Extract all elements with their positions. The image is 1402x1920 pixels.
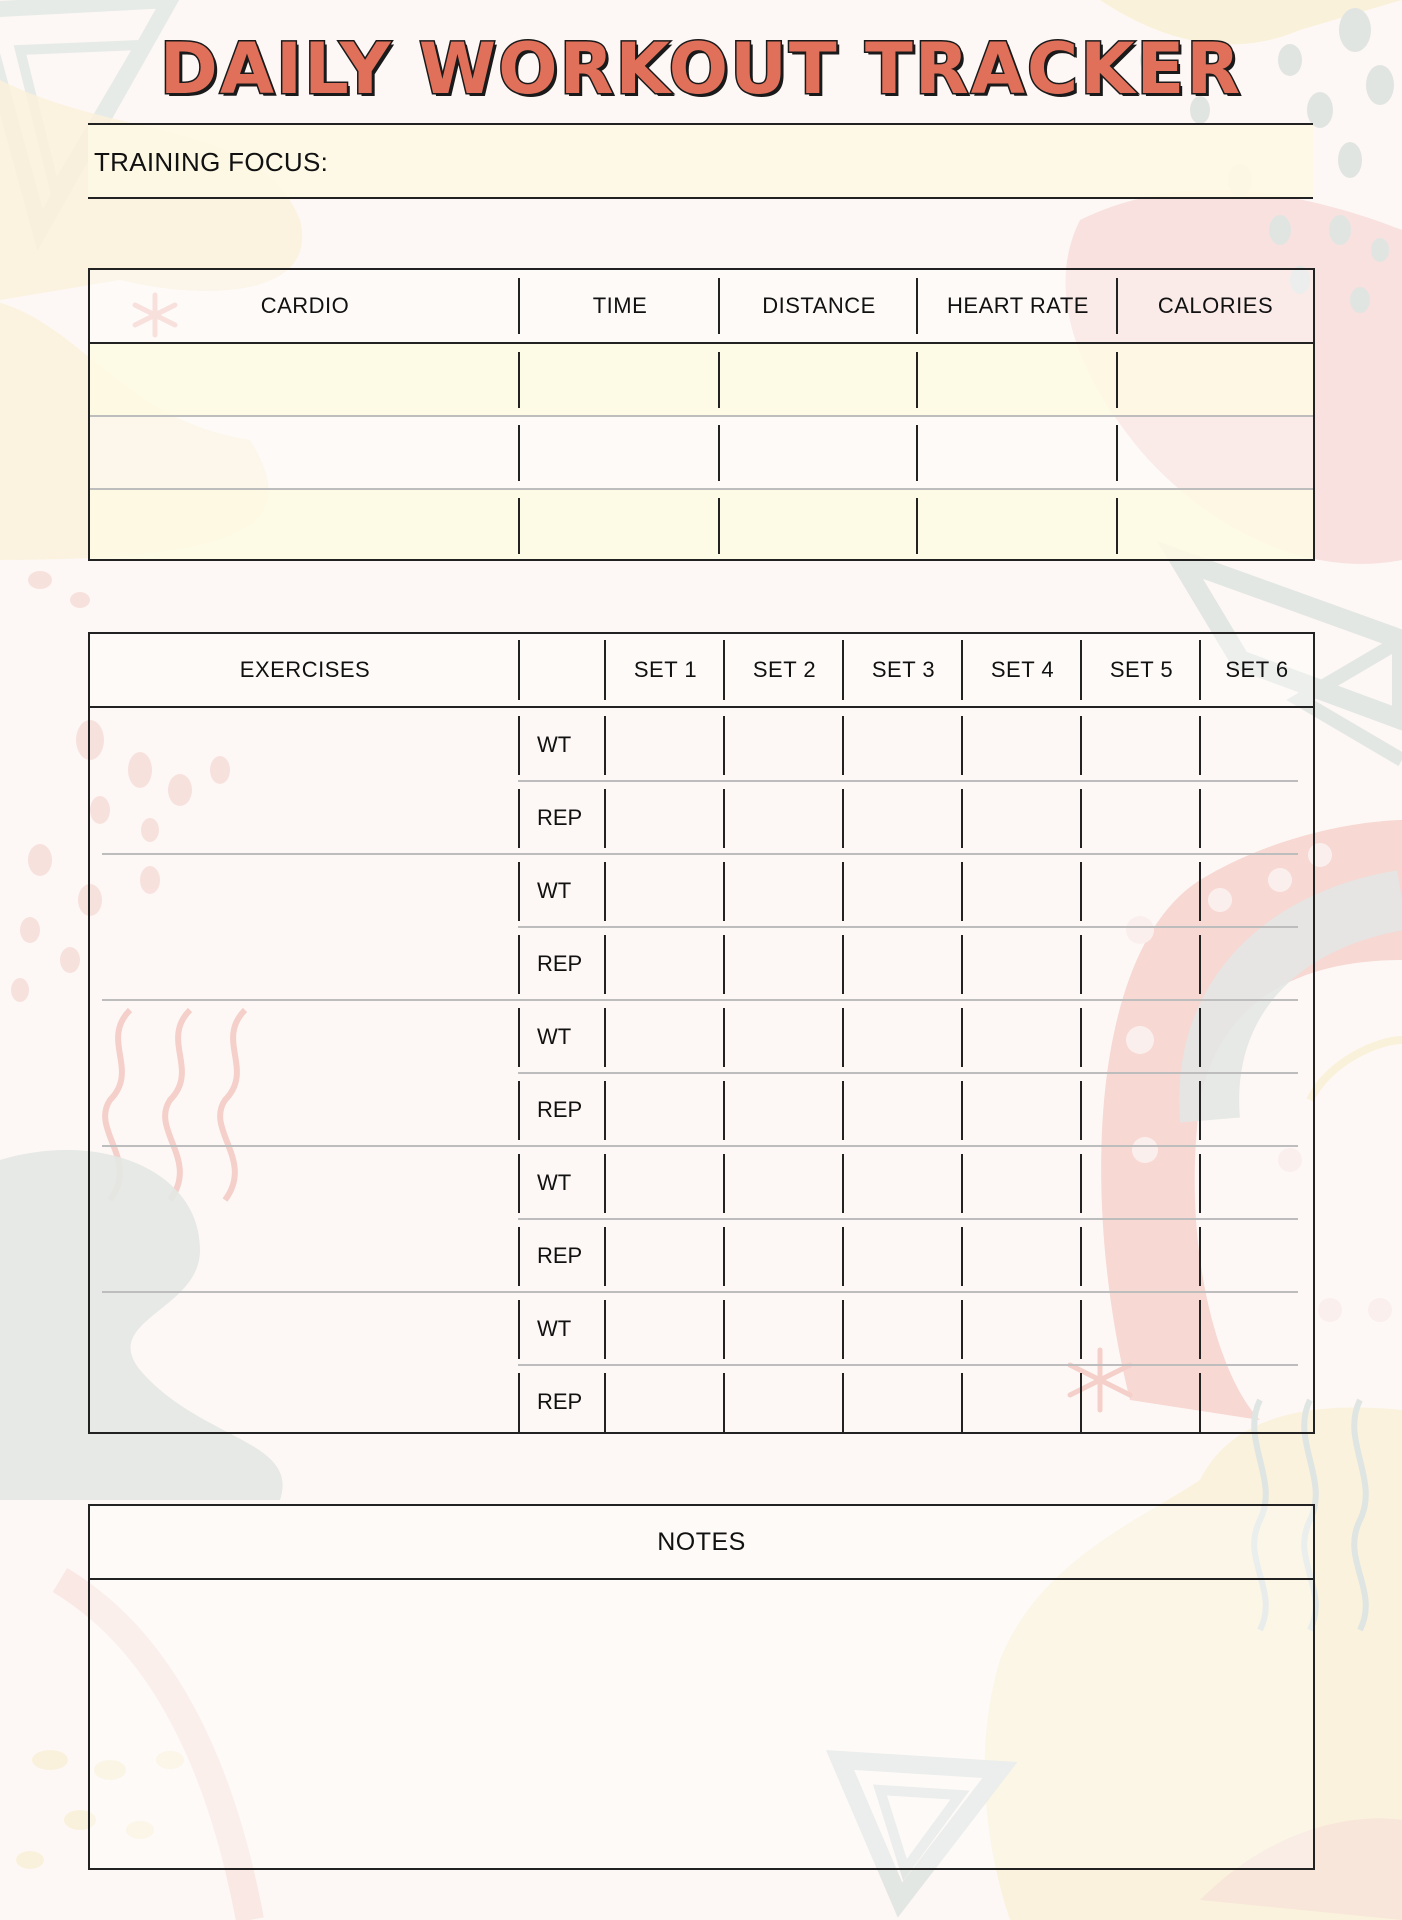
- divider: [604, 1300, 606, 1359]
- divider: [604, 1081, 606, 1140]
- divider: [518, 498, 520, 554]
- weight-cell-set-2[interactable]: [725, 1292, 842, 1365]
- divider: [842, 935, 844, 994]
- weight-cell-set-6[interactable]: [1201, 708, 1313, 781]
- divider: [723, 640, 725, 700]
- exercise-header-set-6: SET 6: [1225, 657, 1289, 682]
- divider: [518, 789, 520, 848]
- divider: [1080, 1300, 1082, 1359]
- exercise-name-cell[interactable]: [90, 1292, 518, 1438]
- divider: [916, 278, 918, 334]
- divider: [1080, 1081, 1082, 1140]
- divider: [1080, 935, 1082, 994]
- divider: [718, 498, 720, 554]
- weight-label: WT: [537, 1316, 572, 1341]
- reps-cell-set-4[interactable]: [963, 927, 1080, 1000]
- cardio-header-time: TIME: [592, 293, 648, 318]
- divider: [518, 640, 520, 700]
- divider: [1199, 1373, 1201, 1432]
- divider: [518, 1300, 520, 1359]
- weight-cell-set-4[interactable]: [963, 1146, 1080, 1219]
- divider: [604, 1154, 606, 1213]
- reps-cell-set-6[interactable]: [1201, 1365, 1313, 1438]
- divider: [1116, 352, 1118, 408]
- divider: [723, 1154, 725, 1213]
- weight-cell-set-2[interactable]: [725, 1146, 842, 1219]
- exercise-table: [88, 632, 1315, 1434]
- weight-cell-set-1[interactable]: [606, 1000, 723, 1073]
- reps-cell-set-3[interactable]: [844, 1073, 961, 1146]
- cardio-header-cardio: CARDIO: [260, 293, 350, 318]
- exercise-header-set-5: SET 5: [1109, 657, 1174, 682]
- divider: [518, 1227, 520, 1286]
- divider: [1116, 425, 1118, 481]
- exercise-header-set-1: SET 1: [633, 657, 698, 682]
- reps-cell-set-4[interactable]: [963, 1073, 1080, 1146]
- divider: [961, 862, 963, 921]
- divider: [842, 1008, 844, 1067]
- divider: [842, 789, 844, 848]
- weight-label: WT: [537, 878, 572, 903]
- divider: [961, 935, 963, 994]
- divider: [518, 1154, 520, 1213]
- cardio-header-heart-rate: HEART RATE: [947, 293, 1089, 318]
- reps-cell-set-1[interactable]: [606, 1365, 723, 1438]
- divider: [1199, 716, 1201, 775]
- divider: [604, 862, 606, 921]
- divider: [1199, 1300, 1201, 1359]
- divider: [961, 716, 963, 775]
- cardio-row[interactable]: [90, 490, 1313, 559]
- reps-cell-set-1[interactable]: [606, 1073, 723, 1146]
- weight-cell-set-5[interactable]: [1082, 1000, 1199, 1073]
- divider: [718, 278, 720, 334]
- weight-label: WT: [537, 1024, 572, 1049]
- divider: [1080, 789, 1082, 848]
- weight-label: WT: [537, 1170, 572, 1195]
- weight-cell-set-3[interactable]: [844, 708, 961, 781]
- divider: [1080, 1373, 1082, 1432]
- reps-cell-set-6[interactable]: [1201, 1073, 1313, 1146]
- divider: [842, 1227, 844, 1286]
- exercise-header-set-2: SET 2: [752, 657, 817, 682]
- reps-cell-set-2[interactable]: [725, 1219, 842, 1292]
- divider: [961, 1300, 963, 1359]
- cardio-table: [88, 268, 1315, 561]
- weight-cell-set-1[interactable]: [606, 1146, 723, 1219]
- divider: [1080, 862, 1082, 921]
- cardio-header-distance: DISTANCE: [762, 293, 876, 318]
- reps-cell-set-3[interactable]: [844, 927, 961, 1000]
- divider: [916, 425, 918, 481]
- training-focus-field[interactable]: [88, 123, 1313, 199]
- cardio-row[interactable]: [90, 344, 1313, 415]
- divider: [604, 1227, 606, 1286]
- weight-cell-set-3[interactable]: [844, 854, 961, 927]
- reps-cell-set-2[interactable]: [725, 781, 842, 854]
- divider: [518, 1081, 520, 1140]
- divider: [604, 1008, 606, 1067]
- divider: [916, 498, 918, 554]
- divider: [961, 789, 963, 848]
- reps-cell-set-2[interactable]: [725, 1365, 842, 1438]
- weight-cell-set-1[interactable]: [606, 708, 723, 781]
- reps-label: REP: [537, 1097, 583, 1122]
- divider: [518, 278, 520, 334]
- divider: [1080, 716, 1082, 775]
- notes-box: [88, 1504, 1315, 1870]
- weight-cell-set-3[interactable]: [844, 1146, 961, 1219]
- divider: [1199, 862, 1201, 921]
- divider: [1199, 1227, 1201, 1286]
- weight-cell-set-2[interactable]: [725, 1000, 842, 1073]
- reps-label: REP: [537, 805, 583, 830]
- reps-cell-set-1[interactable]: [606, 781, 723, 854]
- divider: [1116, 278, 1118, 334]
- weight-cell-set-2[interactable]: [725, 708, 842, 781]
- divider: [518, 352, 520, 408]
- divider: [842, 1373, 844, 1432]
- divider: [842, 640, 844, 700]
- weight-cell-set-4[interactable]: [963, 1000, 1080, 1073]
- notes-header: NOTES: [90, 1506, 1313, 1580]
- divider: [842, 1081, 844, 1140]
- reps-cell-set-3[interactable]: [844, 1365, 961, 1438]
- divider: [916, 352, 918, 408]
- exercise-name-cell[interactable]: [90, 708, 518, 854]
- weight-cell-set-6[interactable]: [1201, 1292, 1313, 1365]
- exercise-header-set-3: SET 3: [871, 657, 936, 682]
- divider: [604, 789, 606, 848]
- divider: [961, 640, 963, 700]
- reps-cell-set-6[interactable]: [1201, 781, 1313, 854]
- reps-cell-set-4[interactable]: [963, 1365, 1080, 1438]
- divider: [961, 1227, 963, 1286]
- weight-cell-set-6[interactable]: [1201, 1000, 1313, 1073]
- weight-cell-set-6[interactable]: [1201, 854, 1313, 927]
- weight-label: WT: [537, 732, 572, 757]
- weight-cell-set-3[interactable]: [844, 1000, 961, 1073]
- divider: [723, 935, 725, 994]
- exercise-name-cell[interactable]: [90, 1146, 518, 1292]
- reps-cell-set-6[interactable]: [1201, 927, 1313, 1000]
- divider: [1080, 1154, 1082, 1213]
- weight-cell-set-2[interactable]: [725, 854, 842, 927]
- divider: [842, 862, 844, 921]
- weight-cell-set-6[interactable]: [1201, 1146, 1313, 1219]
- divider: [961, 1154, 963, 1213]
- reps-cell-set-5[interactable]: [1082, 1219, 1199, 1292]
- divider: [518, 935, 520, 994]
- reps-cell-set-5[interactable]: [1082, 781, 1199, 854]
- divider: [518, 862, 520, 921]
- weight-cell-set-4[interactable]: [963, 1292, 1080, 1365]
- exercise-name-cell[interactable]: [90, 1000, 518, 1146]
- weight-cell-set-3[interactable]: [844, 1292, 961, 1365]
- divider: [723, 1081, 725, 1140]
- exercise-name-cell[interactable]: [90, 854, 518, 1000]
- divider: [1080, 1227, 1082, 1286]
- divider: [842, 1300, 844, 1359]
- divider: [1080, 1008, 1082, 1067]
- reps-cell-set-5[interactable]: [1082, 1365, 1199, 1438]
- reps-cell-set-4[interactable]: [963, 781, 1080, 854]
- reps-cell-set-5[interactable]: [1082, 927, 1199, 1000]
- reps-cell-set-4[interactable]: [963, 1219, 1080, 1292]
- weight-cell-set-5[interactable]: [1082, 1292, 1199, 1365]
- divider: [723, 716, 725, 775]
- notes-area[interactable]: [90, 1580, 1313, 1868]
- divider: [723, 1227, 725, 1286]
- reps-label: REP: [537, 951, 583, 976]
- divider: [604, 935, 606, 994]
- divider: [518, 425, 520, 481]
- divider: [604, 1373, 606, 1432]
- divider: [1199, 935, 1201, 994]
- weight-cell-set-4[interactable]: [963, 854, 1080, 927]
- weight-cell-set-4[interactable]: [963, 708, 1080, 781]
- exercise-header-exercises: EXERCISES: [239, 657, 371, 682]
- divider: [1116, 498, 1118, 554]
- weight-cell-set-5[interactable]: [1082, 1146, 1199, 1219]
- weight-cell-set-1[interactable]: [606, 854, 723, 927]
- divider: [723, 1300, 725, 1359]
- weight-cell-set-5[interactable]: [1082, 708, 1199, 781]
- divider: [1199, 1081, 1201, 1140]
- divider: [961, 1081, 963, 1140]
- cardio-row[interactable]: [90, 417, 1313, 488]
- divider: [961, 1008, 963, 1067]
- divider: [1080, 640, 1082, 700]
- page-title: DAILY WORKOUT TRACKER: [159, 28, 1243, 110]
- reps-label: REP: [537, 1389, 583, 1414]
- reps-cell-set-1[interactable]: [606, 927, 723, 1000]
- reps-cell-set-5[interactable]: [1082, 1073, 1199, 1146]
- divider: [604, 640, 606, 700]
- exercise-header-type: [520, 634, 606, 706]
- exercise-header-set-4: SET 4: [990, 657, 1055, 682]
- reps-label: REP: [537, 1243, 583, 1268]
- divider: [1199, 1154, 1201, 1213]
- divider: [1199, 789, 1201, 848]
- reps-cell-set-3[interactable]: [844, 781, 961, 854]
- reps-cell-set-1[interactable]: [606, 1219, 723, 1292]
- reps-cell-set-2[interactable]: [725, 927, 842, 1000]
- divider: [1199, 1008, 1201, 1067]
- divider: [518, 1008, 520, 1067]
- divider: [723, 1008, 725, 1067]
- divider: [723, 789, 725, 848]
- divider: [1199, 640, 1201, 700]
- divider: [718, 425, 720, 481]
- divider: [842, 716, 844, 775]
- training-focus-label: TRAINING FOCUS:: [94, 147, 329, 177]
- reps-cell-set-2[interactable]: [725, 1073, 842, 1146]
- divider: [961, 1373, 963, 1432]
- divider: [718, 352, 720, 408]
- weight-cell-set-5[interactable]: [1082, 854, 1199, 927]
- divider: [723, 862, 725, 921]
- reps-cell-set-6[interactable]: [1201, 1219, 1313, 1292]
- divider: [518, 1373, 520, 1432]
- reps-cell-set-3[interactable]: [844, 1219, 961, 1292]
- cardio-header-calories: CALORIES: [1157, 293, 1274, 318]
- weight-cell-set-1[interactable]: [606, 1292, 723, 1365]
- divider: [518, 716, 520, 775]
- divider: [604, 716, 606, 775]
- divider: [723, 1373, 725, 1432]
- divider: [842, 1154, 844, 1213]
